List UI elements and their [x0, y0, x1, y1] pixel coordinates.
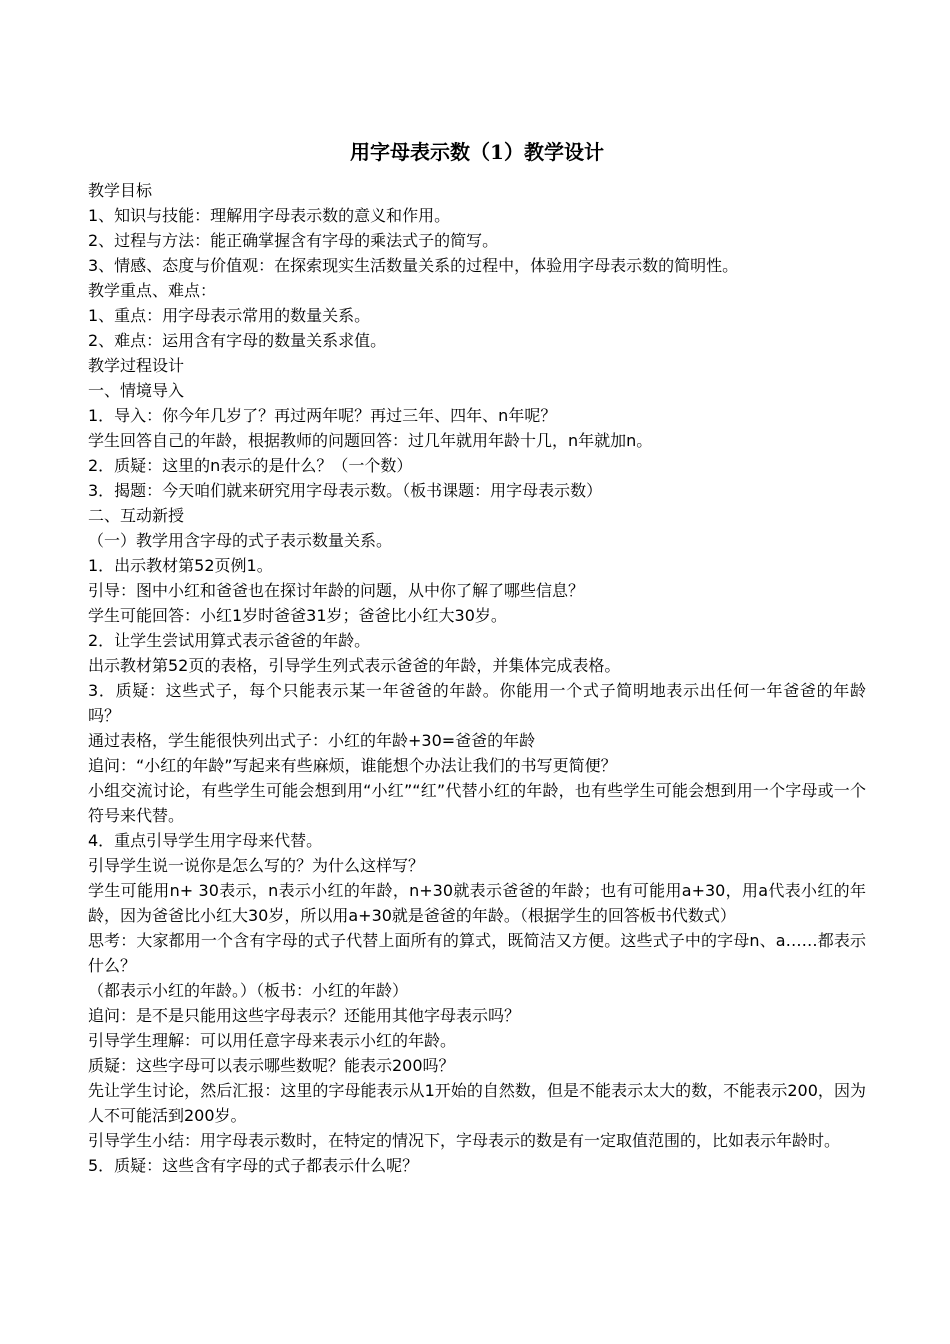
paragraph-line: 出示教材第52页的表格，引导学生列式表示爸爸的年龄，并集体完成表格。	[88, 656, 621, 675]
paragraph-line: 追问：是不是只能用这些字母表示？还能用其他字母表示吗？	[88, 1006, 521, 1025]
paragraph-line: 学生可能用n+ 30表示，n表示小红的年龄，n+30就表示爸爸的年龄；也有可能用a+30，用a代表小红的年龄，因为爸爸比小红大30岁，所以用a+30就是爸爸的年龄。（根据学生的回答板书代数式）	[88, 881, 866, 925]
paragraph-line: 4．重点引导学生用字母来代替。	[88, 831, 323, 850]
paragraph-line: 教学重点、难点：	[88, 281, 217, 300]
paragraph-line: 二、互动新授	[88, 506, 185, 525]
paragraph-line: 通过表格，学生能很快列出式子：小红的年龄+30=爸爸的年龄	[88, 731, 536, 750]
paragraph-line: 教学目标	[88, 181, 153, 200]
paragraph-line: 2．质疑：这里的n表示的是什么？（一个数）	[88, 456, 413, 475]
paragraph-line: 1．导入：你今年几岁了？再过两年呢？再过三年、四年、n年呢？	[88, 406, 557, 425]
paragraph-line: 2、过程与方法：能正确掌握含有字母的乘法式子的简写。	[88, 231, 499, 250]
paragraph-line: 5．质疑：这些含有字母的式子都表示什么呢？	[88, 1156, 419, 1175]
document-body	[88, 178, 866, 1178]
paragraph-line: 3．质疑：这些式子，每个只能表示某一年爸爸的年龄。你能用一个式子简明地表示出任何一年爸爸的年龄吗？	[88, 681, 866, 725]
paragraph-line: 质疑：这些字母可以表示哪些数呢？能表示200吗？	[88, 1056, 455, 1075]
paragraph-line: 1、重点：用字母表示常用的数量关系。	[88, 306, 371, 325]
paragraph-line: 一、情境导入	[88, 381, 185, 400]
paragraph-line: 引导学生说一说你是怎么写的？为什么这样写？	[88, 856, 425, 875]
paragraph-line: 2、难点：运用含有字母的数量关系求值。	[88, 331, 387, 350]
paragraph-line: 学生回答自己的年龄，根据教师的问题回答：过几年就用年龄十几，n年就加n。	[88, 431, 653, 450]
paragraph-line: （一）教学用含字母的式子表示数量关系。	[88, 531, 393, 550]
paragraph-line: 学生可能回答：小红1岁时爸爸31岁；爸爸比小红大30岁。	[88, 606, 507, 625]
paragraph-line: 3、情感、态度与价值观：在探索现实生活数量关系的过程中，体验用字母表示数的简明性。	[88, 256, 739, 275]
paragraph-line: 2．让学生尝试用算式表示爸爸的年龄。	[88, 631, 371, 650]
document-page	[88, 138, 866, 1178]
paragraph-line: 1．出示教材第52页例1。	[88, 556, 273, 575]
paragraph-line: 先让学生讨论，然后汇报：这里的字母能表示从1开始的自然数，但是不能表示太大的数，不能表示200，因为人不可能活到200岁。	[88, 1081, 866, 1125]
document-title: 用字母表示数（1）教学设计	[350, 140, 604, 164]
paragraph-line: 引导学生理解：可以用任意字母来表示小红的年龄。	[88, 1031, 457, 1050]
paragraph-line: 1、知识与技能：理解用字母表示数的意义和作用。	[88, 206, 451, 225]
paragraph-line: （都表示小红的年龄。）（板书：小红的年龄）	[88, 981, 409, 1000]
paragraph-line: 引导学生小结：用字母表示数时，在特定的情况下，字母表示的数是有一定取值范围的，比如表示年龄时。	[88, 1131, 841, 1150]
paragraph-line: 3．揭题：今天咱们就来研究用字母表示数。（板书课题：用字母表示数）	[88, 481, 603, 500]
paragraph-line: 教学过程设计	[88, 356, 185, 375]
paragraph-line: 思考：大家都用一个含有字母的式子代替上面所有的算式，既简洁又方便。这些式子中的字母n、a……都表示什么？	[88, 931, 866, 975]
paragraph-line: 追问：“小红的年龄”写起来有些麻烦，谁能想个办法让我们的书写更简便？	[88, 756, 617, 775]
paragraph-line: 小组交流讨论，有些学生可能会想到用“小红”“红”代替小红的年龄，也有些学生可能会想到用一个字母或一个符号来代替。	[88, 781, 866, 825]
paragraph-line: 引导：图中小红和爸爸也在探讨年龄的问题，从中你了解了哪些信息？	[88, 581, 585, 600]
